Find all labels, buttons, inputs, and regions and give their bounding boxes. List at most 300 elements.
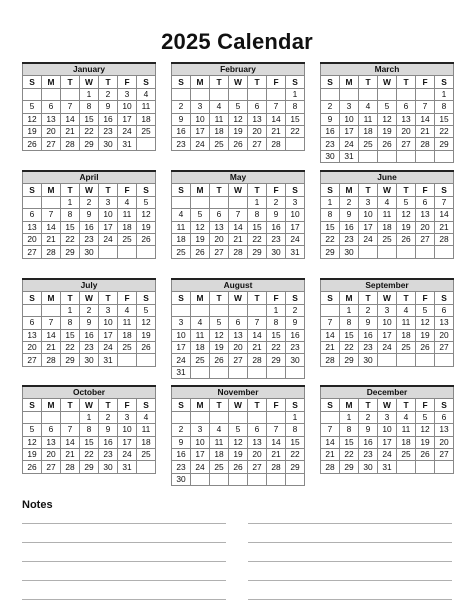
day-cell: 8 — [61, 209, 80, 221]
day-cell: 14 — [435, 209, 454, 221]
day-cell: 25 — [172, 246, 191, 258]
day-cell: 11 — [191, 329, 210, 341]
day-cell: 31 — [118, 138, 137, 150]
weekday-header: W — [80, 184, 99, 196]
day-cell: 6 — [397, 101, 416, 113]
day-cell: 26 — [397, 233, 416, 245]
day-cell: 16 — [99, 113, 118, 125]
week-row — [172, 196, 305, 208]
week-row — [23, 138, 156, 150]
day-cell: 11 — [397, 317, 416, 329]
day-cell: 21 — [267, 125, 286, 137]
day-cell: 15 — [340, 436, 359, 448]
day-cell: 3 — [378, 411, 397, 423]
day-cell: 4 — [359, 101, 378, 113]
month-table — [171, 385, 305, 486]
day-cell: 18 — [397, 329, 416, 341]
day-cell: 2 — [99, 411, 118, 423]
empty-day-cell — [172, 196, 191, 208]
day-cell: 18 — [191, 341, 210, 353]
day-cell: 1 — [286, 88, 305, 100]
weekday-header: S — [172, 292, 191, 304]
week-row — [23, 101, 156, 113]
empty-day-cell — [42, 196, 61, 208]
month-name: March — [321, 63, 454, 76]
weekday-header: M — [42, 76, 61, 88]
empty-day-cell — [321, 411, 340, 423]
day-cell: 24 — [286, 233, 305, 245]
empty-day-cell — [210, 196, 229, 208]
weekday-header: S — [286, 399, 305, 411]
week-row — [321, 329, 454, 341]
empty-day-cell — [229, 196, 248, 208]
notes-line[interactable] — [22, 599, 226, 600]
day-cell: 15 — [286, 436, 305, 448]
day-cell: 6 — [42, 101, 61, 113]
day-cell: 7 — [229, 209, 248, 221]
week-row — [172, 113, 305, 125]
weekday-header: T — [99, 184, 118, 196]
day-cell: 13 — [42, 113, 61, 125]
day-cell: 14 — [267, 436, 286, 448]
day-cell: 26 — [210, 354, 229, 366]
day-cell: 2 — [267, 196, 286, 208]
day-cell: 30 — [340, 246, 359, 258]
day-cell: 28 — [248, 354, 267, 366]
day-cell: 13 — [416, 209, 435, 221]
day-cell: 10 — [378, 317, 397, 329]
day-cell: 28 — [267, 461, 286, 473]
week-row — [321, 196, 454, 208]
month-name: August — [172, 279, 305, 292]
day-cell: 23 — [267, 233, 286, 245]
day-cell: 29 — [248, 246, 267, 258]
weekday-header: F — [267, 184, 286, 196]
notes-line[interactable] — [22, 561, 226, 562]
week-row — [23, 233, 156, 245]
day-cell: 24 — [99, 233, 118, 245]
day-cell: 28 — [416, 138, 435, 150]
weekday-header: T — [99, 399, 118, 411]
day-cell: 8 — [340, 317, 359, 329]
month-february — [171, 62, 305, 151]
day-cell: 17 — [118, 113, 137, 125]
empty-day-cell — [416, 88, 435, 100]
day-cell: 9 — [172, 436, 191, 448]
day-cell: 17 — [172, 341, 191, 353]
day-cell: 29 — [286, 461, 305, 473]
day-cell: 1 — [321, 196, 340, 208]
weekday-header: T — [61, 292, 80, 304]
weekday-header: T — [99, 292, 118, 304]
month-table — [171, 170, 305, 259]
day-cell: 28 — [321, 461, 340, 473]
weekday-header: F — [118, 399, 137, 411]
empty-day-cell — [23, 304, 42, 316]
weekday-header: W — [80, 399, 99, 411]
day-cell: 20 — [435, 329, 454, 341]
day-cell: 13 — [248, 436, 267, 448]
day-cell: 23 — [80, 233, 99, 245]
day-cell: 10 — [99, 209, 118, 221]
week-row — [172, 341, 305, 353]
day-cell: 12 — [137, 317, 156, 329]
day-cell: 27 — [416, 233, 435, 245]
day-cell: 8 — [286, 424, 305, 436]
day-cell: 13 — [23, 221, 42, 233]
day-cell: 30 — [172, 473, 191, 485]
day-cell: 18 — [397, 436, 416, 448]
day-cell: 9 — [321, 113, 340, 125]
month-name: July — [23, 279, 156, 292]
day-cell: 22 — [267, 341, 286, 353]
day-cell: 10 — [191, 113, 210, 125]
day-cell: 14 — [61, 436, 80, 448]
month-january — [22, 62, 156, 151]
day-cell: 4 — [137, 88, 156, 100]
weekday-header: M — [340, 184, 359, 196]
day-cell: 26 — [23, 138, 42, 150]
empty-day-cell — [397, 246, 416, 258]
weekday-header: M — [340, 399, 359, 411]
day-cell: 13 — [23, 329, 42, 341]
day-cell: 15 — [435, 113, 454, 125]
day-cell: 7 — [435, 196, 454, 208]
notes-line[interactable] — [22, 542, 226, 543]
weekday-header: S — [23, 292, 42, 304]
day-cell: 19 — [416, 436, 435, 448]
day-cell: 17 — [378, 329, 397, 341]
weekday-header: S — [286, 184, 305, 196]
day-cell: 27 — [248, 461, 267, 473]
day-cell: 7 — [248, 317, 267, 329]
day-cell: 20 — [397, 125, 416, 137]
weekday-header: S — [23, 399, 42, 411]
week-row — [321, 411, 454, 423]
day-cell: 20 — [248, 125, 267, 137]
day-cell: 19 — [229, 125, 248, 137]
day-cell: 17 — [191, 448, 210, 460]
empty-day-cell — [286, 138, 305, 150]
day-cell: 12 — [416, 317, 435, 329]
month-september — [320, 278, 454, 367]
weekday-header: M — [42, 399, 61, 411]
day-cell: 9 — [340, 209, 359, 221]
day-cell: 20 — [42, 125, 61, 137]
day-cell: 27 — [210, 246, 229, 258]
day-cell: 14 — [42, 329, 61, 341]
day-cell: 25 — [397, 448, 416, 460]
weekday-header: T — [210, 399, 229, 411]
week-row — [321, 354, 454, 366]
weekday-header: W — [80, 76, 99, 88]
day-cell: 2 — [286, 304, 305, 316]
day-cell: 23 — [359, 341, 378, 353]
empty-day-cell — [191, 196, 210, 208]
day-cell: 23 — [340, 233, 359, 245]
day-cell: 26 — [191, 246, 210, 258]
week-row — [23, 411, 156, 423]
day-cell: 23 — [359, 448, 378, 460]
day-cell: 21 — [61, 448, 80, 460]
day-cell: 13 — [435, 317, 454, 329]
day-cell: 17 — [286, 221, 305, 233]
day-cell: 21 — [267, 448, 286, 460]
week-row — [321, 317, 454, 329]
day-cell: 10 — [191, 436, 210, 448]
day-cell: 3 — [359, 196, 378, 208]
day-cell: 4 — [210, 424, 229, 436]
empty-day-cell — [23, 196, 42, 208]
empty-day-cell — [248, 366, 267, 378]
day-cell: 11 — [397, 424, 416, 436]
day-cell: 27 — [23, 246, 42, 258]
week-row — [172, 354, 305, 366]
day-cell: 24 — [378, 341, 397, 353]
day-cell: 4 — [397, 304, 416, 316]
weekday-header: T — [210, 184, 229, 196]
notes-line[interactable] — [248, 561, 452, 562]
day-cell: 19 — [416, 329, 435, 341]
day-cell: 4 — [118, 304, 137, 316]
day-cell: 28 — [61, 461, 80, 473]
weekday-header: T — [397, 292, 416, 304]
day-cell: 18 — [137, 113, 156, 125]
day-cell: 22 — [321, 233, 340, 245]
empty-day-cell — [286, 473, 305, 485]
day-cell: 16 — [359, 436, 378, 448]
day-cell: 6 — [248, 101, 267, 113]
day-cell: 29 — [61, 354, 80, 366]
day-cell: 1 — [435, 88, 454, 100]
empty-day-cell — [229, 88, 248, 100]
day-cell: 23 — [99, 125, 118, 137]
day-cell: 28 — [229, 246, 248, 258]
day-cell: 26 — [416, 341, 435, 353]
day-cell: 12 — [229, 113, 248, 125]
day-cell: 24 — [191, 461, 210, 473]
day-cell: 22 — [340, 448, 359, 460]
day-cell: 11 — [359, 113, 378, 125]
day-cell: 15 — [321, 221, 340, 233]
weekday-header: M — [191, 292, 210, 304]
empty-day-cell — [397, 461, 416, 473]
day-cell: 5 — [137, 304, 156, 316]
weekday-header: S — [172, 76, 191, 88]
day-cell: 2 — [321, 101, 340, 113]
week-row — [23, 221, 156, 233]
weekday-header: S — [435, 184, 454, 196]
day-cell: 28 — [42, 354, 61, 366]
empty-day-cell — [137, 246, 156, 258]
empty-day-cell — [61, 88, 80, 100]
day-cell: 2 — [340, 196, 359, 208]
week-row — [321, 424, 454, 436]
day-cell: 31 — [378, 461, 397, 473]
day-cell: 3 — [191, 424, 210, 436]
empty-day-cell — [210, 304, 229, 316]
day-cell: 28 — [42, 246, 61, 258]
weekday-header: T — [359, 399, 378, 411]
week-row — [23, 209, 156, 221]
day-cell: 25 — [191, 354, 210, 366]
day-cell: 27 — [248, 138, 267, 150]
empty-day-cell — [23, 411, 42, 423]
day-cell: 26 — [229, 138, 248, 150]
month-august — [171, 278, 305, 379]
week-row — [172, 473, 305, 485]
day-cell: 11 — [118, 209, 137, 221]
weekday-header: F — [416, 184, 435, 196]
week-row — [23, 341, 156, 353]
day-cell: 4 — [137, 411, 156, 423]
month-december — [320, 385, 454, 474]
empty-day-cell — [229, 473, 248, 485]
day-cell: 19 — [210, 341, 229, 353]
day-cell: 2 — [80, 196, 99, 208]
day-cell: 28 — [61, 138, 80, 150]
day-cell: 14 — [61, 113, 80, 125]
day-cell: 11 — [118, 317, 137, 329]
day-cell: 7 — [42, 209, 61, 221]
day-cell: 29 — [340, 354, 359, 366]
month-table — [22, 278, 156, 367]
day-cell: 12 — [23, 436, 42, 448]
month-october — [22, 385, 156, 474]
day-cell: 14 — [416, 113, 435, 125]
day-cell: 4 — [397, 411, 416, 423]
weekday-header: S — [172, 184, 191, 196]
empty-day-cell — [378, 88, 397, 100]
empty-day-cell — [416, 246, 435, 258]
week-row — [23, 246, 156, 258]
month-april — [22, 170, 156, 259]
day-cell: 9 — [99, 101, 118, 113]
day-cell: 16 — [286, 329, 305, 341]
day-cell: 1 — [80, 88, 99, 100]
day-cell: 19 — [137, 329, 156, 341]
weekday-header: M — [191, 184, 210, 196]
empty-day-cell — [118, 354, 137, 366]
notes-line[interactable] — [248, 542, 452, 543]
week-row — [172, 233, 305, 245]
day-cell: 5 — [416, 304, 435, 316]
day-cell: 14 — [42, 221, 61, 233]
weekday-header: S — [321, 76, 340, 88]
empty-day-cell — [191, 411, 210, 423]
weekday-header: M — [191, 399, 210, 411]
notes-line[interactable] — [22, 523, 226, 524]
empty-day-cell — [378, 150, 397, 162]
day-cell: 4 — [378, 196, 397, 208]
day-cell: 5 — [210, 317, 229, 329]
month-table — [171, 62, 305, 151]
day-cell: 1 — [340, 411, 359, 423]
week-row — [23, 317, 156, 329]
day-cell: 5 — [416, 411, 435, 423]
weekday-header: S — [435, 399, 454, 411]
weekday-header: M — [340, 292, 359, 304]
week-row — [321, 221, 454, 233]
day-cell: 24 — [191, 138, 210, 150]
day-cell: 15 — [80, 113, 99, 125]
day-cell: 20 — [248, 448, 267, 460]
day-cell: 17 — [340, 125, 359, 137]
day-cell: 16 — [267, 221, 286, 233]
empty-day-cell — [229, 411, 248, 423]
empty-day-cell — [61, 411, 80, 423]
weekday-header: W — [378, 184, 397, 196]
day-cell: 18 — [378, 221, 397, 233]
day-cell: 12 — [191, 221, 210, 233]
day-cell: 20 — [416, 221, 435, 233]
day-cell: 11 — [210, 113, 229, 125]
week-row — [172, 329, 305, 341]
day-cell: 22 — [61, 233, 80, 245]
day-cell: 3 — [99, 196, 118, 208]
day-cell: 21 — [321, 448, 340, 460]
empty-day-cell — [229, 366, 248, 378]
empty-day-cell — [416, 150, 435, 162]
day-cell: 31 — [172, 366, 191, 378]
notes-line[interactable] — [248, 599, 452, 600]
week-row — [172, 304, 305, 316]
empty-day-cell — [248, 304, 267, 316]
day-cell: 24 — [118, 448, 137, 460]
weekday-header: S — [172, 399, 191, 411]
day-cell: 27 — [397, 138, 416, 150]
week-row — [172, 411, 305, 423]
weekday-header: S — [286, 292, 305, 304]
day-cell: 15 — [340, 329, 359, 341]
empty-day-cell — [397, 88, 416, 100]
day-cell: 27 — [435, 341, 454, 353]
empty-day-cell — [416, 461, 435, 473]
weekday-header: F — [267, 76, 286, 88]
weekday-header: W — [229, 184, 248, 196]
notes-line[interactable] — [248, 523, 452, 524]
day-cell: 29 — [267, 354, 286, 366]
day-cell: 19 — [137, 221, 156, 233]
empty-day-cell — [137, 461, 156, 473]
weekday-header: T — [397, 399, 416, 411]
day-cell: 21 — [61, 125, 80, 137]
day-cell: 4 — [210, 101, 229, 113]
day-cell: 20 — [23, 233, 42, 245]
day-cell: 5 — [229, 101, 248, 113]
week-row — [321, 113, 454, 125]
week-row — [23, 196, 156, 208]
empty-day-cell — [23, 88, 42, 100]
empty-day-cell — [42, 88, 61, 100]
month-table — [320, 385, 454, 474]
notes-line[interactable] — [248, 580, 452, 581]
empty-day-cell — [267, 366, 286, 378]
day-cell: 24 — [378, 448, 397, 460]
weekday-header: S — [23, 184, 42, 196]
day-cell: 14 — [321, 329, 340, 341]
day-cell: 13 — [248, 113, 267, 125]
weekday-header: F — [118, 76, 137, 88]
notes-line[interactable] — [22, 580, 226, 581]
day-cell: 31 — [99, 354, 118, 366]
day-cell: 7 — [321, 317, 340, 329]
day-cell: 20 — [210, 233, 229, 245]
day-cell: 16 — [359, 329, 378, 341]
week-row — [23, 304, 156, 316]
day-cell: 8 — [435, 101, 454, 113]
day-cell: 28 — [267, 138, 286, 150]
